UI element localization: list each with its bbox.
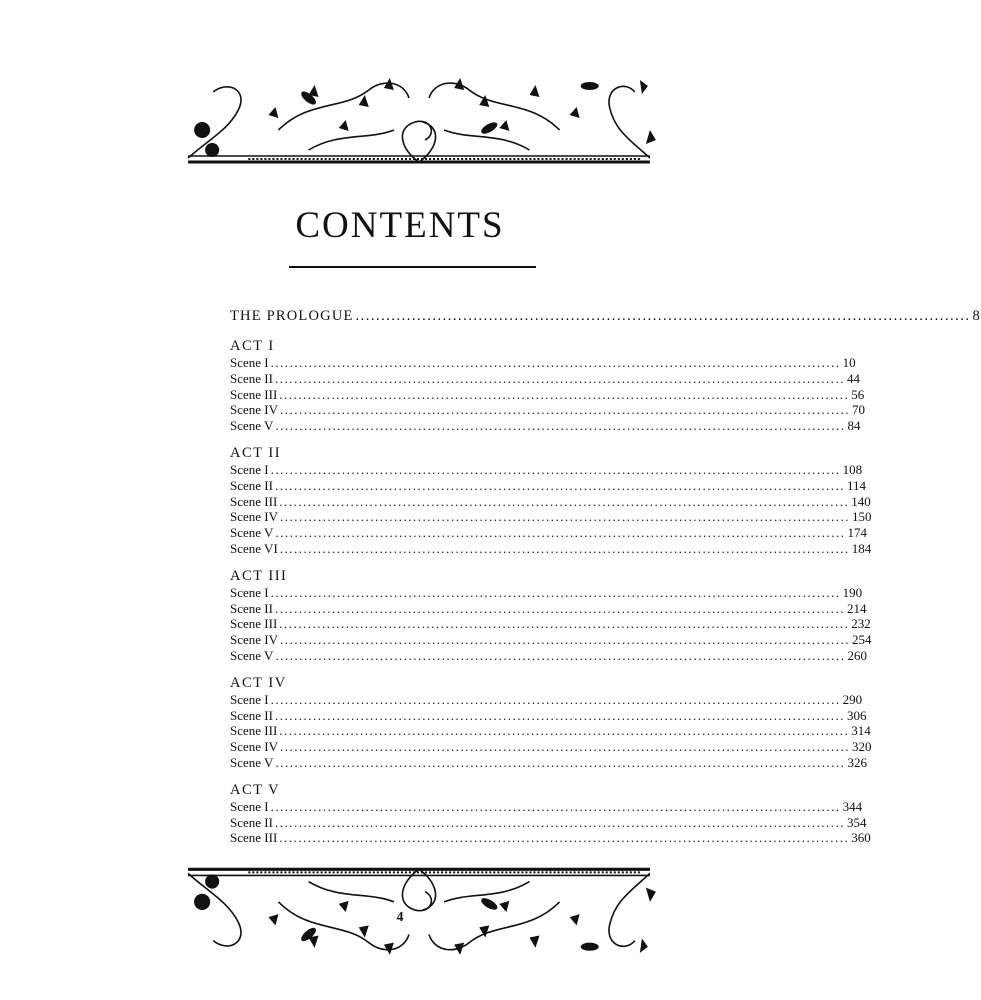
toc-entry-scene[interactable]	[230, 370, 860, 387]
act-heading: ACT II	[230, 444, 282, 461]
act-section-2	[230, 444, 872, 557]
title-divider	[289, 266, 536, 268]
toc-entry-page: 326	[847, 754, 867, 770]
toc-entry-scene[interactable]	[230, 814, 867, 831]
toc-entry-page: 320	[852, 739, 872, 755]
toc-entry-label: Scene II	[230, 370, 273, 386]
toc-entry-label: Scene IV	[230, 739, 279, 755]
act-heading: ACT I	[230, 338, 275, 354]
toc-entry-label: Scene II	[230, 814, 273, 830]
toc-entry-page: 306	[846, 707, 867, 723]
toc-entry-scene[interactable]	[230, 355, 856, 371]
toc-entry-scene[interactable]	[230, 632, 872, 648]
toc-entry-label: Scene I	[230, 691, 269, 707]
act-heading: ACT V	[230, 781, 281, 798]
toc-entry-scene[interactable]	[230, 509, 872, 525]
act-section-5	[230, 781, 871, 846]
toc-entry-page: 174	[847, 525, 867, 541]
toc-entry-scene[interactable]	[230, 707, 867, 724]
toc-entry-label: Scene V	[230, 418, 274, 434]
toc-entry-scene[interactable]	[230, 723, 871, 739]
toc-entry-page: 114	[846, 477, 866, 493]
toc-entry-label: Scene IV	[230, 509, 279, 525]
toc-entry-label: Scene III	[230, 616, 278, 632]
toc-entry-scene[interactable]	[230, 386, 865, 403]
act-section-1	[230, 337, 866, 434]
toc-entry-scene[interactable]	[230, 830, 871, 846]
toc-entry-page: 214	[846, 600, 867, 616]
toc-entry-scene[interactable]	[230, 739, 872, 755]
dot-leader: ........................................................................................................................	[280, 739, 851, 755]
dot-leader: ........................................................................................................................	[280, 402, 851, 418]
toc-entry-label: Scene I	[230, 461, 269, 477]
toc-entry-label: Scene I	[230, 584, 269, 600]
toc-entry-page: 150	[852, 509, 872, 525]
dot-leader: ........................................................................................................................	[274, 477, 845, 493]
toc-entry-page: 314	[851, 723, 871, 739]
toc-entry-page: 354	[846, 814, 867, 830]
toc-entry-label: Scene II	[230, 477, 273, 493]
toc-entry-label: Scene II	[230, 707, 273, 723]
toc-entry-scene[interactable]	[230, 798, 863, 815]
toc-entry-page: 44	[846, 370, 860, 386]
act-heading: ACT III	[230, 567, 288, 584]
toc-entry-page: 56	[851, 386, 865, 402]
dot-leader: ........................................................................................................................	[279, 540, 850, 556]
toc-entry-scene[interactable]	[230, 754, 867, 771]
dot-leader: ........................................................................................................................	[274, 707, 845, 723]
table-of-contents	[230, 307, 981, 856]
toc-entry-label: Scene II	[230, 600, 273, 616]
toc-entry-page: 254	[852, 632, 872, 648]
floral-vine-icon	[168, 70, 670, 178]
act-section-4	[230, 674, 872, 771]
toc-entry-page: 360	[851, 830, 871, 846]
toc-entry-scene[interactable]	[230, 584, 863, 601]
toc-entry-label: Scene I	[230, 355, 269, 370]
act-section-3	[230, 567, 872, 664]
toc-entry-label: Scene III	[230, 723, 278, 739]
dot-leader: ........................................................................................................................	[280, 509, 851, 525]
dot-leader: ........................................................................................................................	[270, 355, 841, 370]
page-number: 4	[396, 910, 404, 925]
dot-leader: ........................................................................................................................	[270, 691, 841, 707]
act-heading: ACT IV	[230, 674, 287, 691]
dot-leader: ........................................................................................................................	[274, 814, 845, 830]
toc-entry-scene[interactable]	[230, 600, 867, 617]
toc-entry-scene[interactable]	[230, 691, 863, 708]
dot-leader: ........................................................................................................................	[270, 461, 841, 477]
toc-entry-page: 140	[851, 493, 871, 509]
toc-entry-label: Scene III	[230, 493, 278, 509]
dot-leader: ........................................................................................................................	[275, 647, 846, 663]
dot-leader: ........................................................................................................................	[355, 308, 971, 324]
dot-leader: ........................................................................................................................	[280, 632, 851, 648]
toc-entry-scene[interactable]	[230, 525, 867, 541]
dot-leader: ........................................................................................................................	[275, 418, 846, 434]
toc-entry-page: 84	[847, 418, 861, 434]
toc-entry-page: 8	[972, 308, 981, 324]
dot-leader: ........................................................................................................................	[274, 370, 845, 386]
dot-leader: ........................................................................................................................	[279, 830, 850, 846]
toc-entry-page: 232	[851, 616, 871, 632]
dot-leader: ........................................................................................................................	[270, 798, 841, 814]
toc-entry-page: 290	[842, 691, 863, 707]
toc-entry-scene[interactable]	[230, 402, 866, 418]
dot-leader: ........................................................................................................................	[275, 754, 846, 770]
toc-entry-page: 190	[842, 584, 863, 600]
toc-entry-scene[interactable]	[230, 616, 871, 632]
toc-entry-scene[interactable]	[230, 418, 861, 434]
toc-entry-label: Scene V	[230, 754, 274, 770]
toc-entry-label: Scene V	[230, 647, 274, 663]
toc-entry-scene[interactable]	[230, 540, 872, 557]
toc-entry-page: 260	[847, 647, 867, 663]
toc-entry-page: 70	[852, 402, 866, 418]
toc-entry-scene[interactable]	[230, 493, 871, 510]
toc-entry-label: Scene V	[230, 525, 274, 541]
floral-vine-icon	[168, 853, 670, 963]
toc-entry-label: Scene III	[230, 830, 278, 846]
toc-entry-page: 184	[851, 540, 872, 556]
top-floral-ornament	[168, 70, 670, 178]
dot-leader: ........................................................................................................................	[279, 386, 850, 402]
toc-entry-page: 10	[842, 355, 856, 370]
toc-entry-page: 344	[842, 798, 863, 814]
dot-leader: ........................................................................................................................	[275, 525, 846, 541]
toc-entry-scene[interactable]	[230, 461, 863, 478]
toc-entry-label: Scene VI	[230, 540, 278, 556]
dot-leader: ........................................................................................................................	[274, 600, 845, 616]
page-title: CONTENTS	[295, 205, 505, 246]
toc-entry-label: Scene III	[230, 386, 278, 402]
toc-entry-label: Scene I	[230, 798, 269, 814]
dot-leader: ........................................................................................................................	[270, 584, 841, 600]
dot-leader: ........................................................................................................................	[279, 493, 850, 509]
toc-entry-scene[interactable]	[230, 647, 867, 664]
toc-entry-label: Scene IV	[230, 632, 279, 648]
toc-entry-scene[interactable]	[230, 477, 866, 494]
dot-leader: ........................................................................................................................	[279, 616, 850, 632]
dot-leader: ........................................................................................................................	[279, 723, 850, 739]
toc-entry-page: 108	[842, 461, 863, 477]
toc-entry-label: Scene IV	[230, 402, 279, 418]
toc-entry-label: THE PROLOGUE	[230, 308, 354, 324]
bottom-floral-ornament	[168, 853, 670, 963]
toc-entry-prologue[interactable]	[230, 307, 981, 325]
